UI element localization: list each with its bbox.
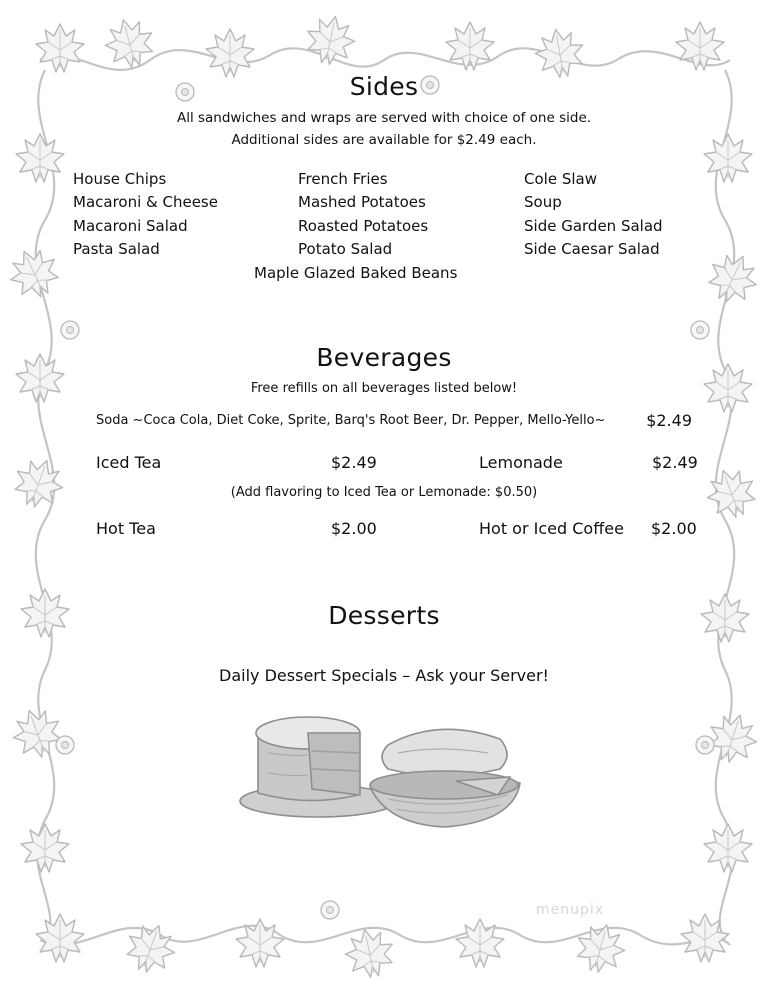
side-item: Roasted Potatoes (298, 217, 429, 235)
side-item-extra: Maple Glazed Baked Beans (254, 264, 458, 282)
iced-tea-label: Iced Tea (96, 453, 162, 472)
watermark-logo: menupix (536, 902, 605, 918)
beverages-note: Free refills on all beverages listed below! (250, 381, 518, 396)
dessert-illustration (238, 703, 528, 838)
side-item: Cole Slaw (524, 170, 597, 188)
flavoring-note: (Add flavoring to Iced Tea or Lemonade: $0.50) (230, 485, 538, 500)
side-item: House Chips (73, 170, 167, 188)
side-item: Side Caesar Salad (524, 240, 660, 258)
side-item: Soup (524, 193, 562, 211)
side-item: Side Garden Salad (524, 217, 663, 235)
beverages-title: Beverages (316, 343, 452, 372)
side-item: Macaroni & Cheese (73, 193, 218, 211)
dessert-special: Daily Dessert Specials – Ask your Server! (219, 666, 549, 685)
iced-tea-price: $2.49 (331, 453, 377, 472)
coffee-price: $2.00 (651, 519, 697, 538)
soda-row (96, 411, 692, 433)
soda-label: Soda ~Coca Cola, Diet Coke, Sprite, Barq's Root Beer, Dr. Pepper, Mello-Yello~ (96, 413, 606, 428)
lemonade-label: Lemonade (479, 453, 563, 472)
sides-note-line1: All sandwiches and wraps are served with choice of one side. (176, 110, 592, 126)
hot-tea-label: Hot Tea (96, 519, 156, 538)
side-item: Pasta Salad (73, 240, 160, 258)
soda-price: $2.49 (646, 411, 692, 430)
hot-tea-price: $2.00 (331, 519, 377, 538)
sides-note-line2: Additional sides are available for $2.49 each. (231, 132, 537, 148)
lemonade-price: $2.49 (652, 453, 698, 472)
side-item: Potato Salad (298, 240, 393, 258)
sides-title: Sides (349, 72, 419, 101)
side-item: Macaroni Salad (73, 217, 188, 235)
coffee-label: Hot or Iced Coffee (479, 519, 624, 538)
side-item: Mashed Potatoes (298, 193, 426, 211)
desserts-title: Desserts (328, 601, 440, 630)
side-item: French Fries (298, 170, 388, 188)
